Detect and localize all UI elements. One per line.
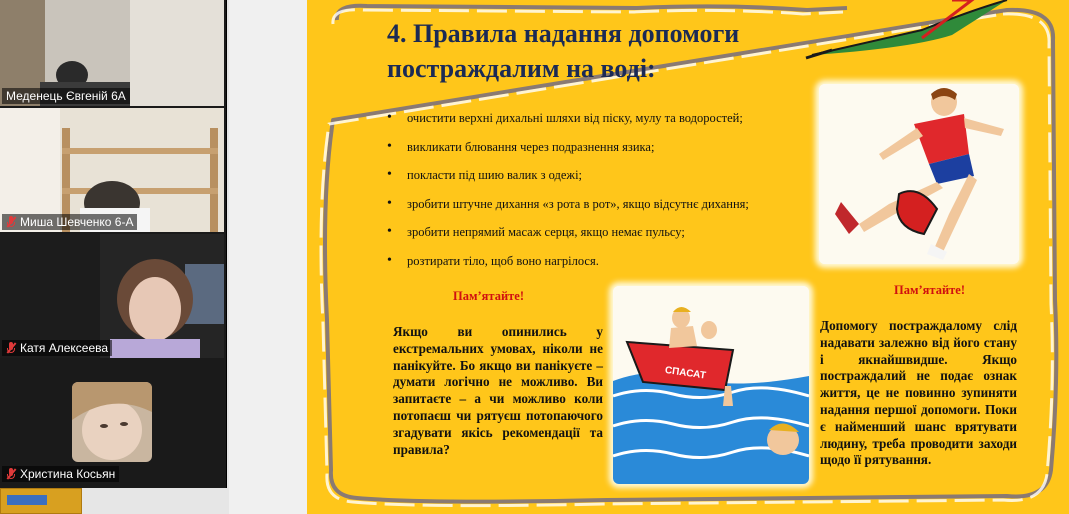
quill-pen-icon	[802, 0, 1012, 60]
mic-muted-icon	[6, 342, 16, 354]
participant-name: Катя Алексеева	[20, 341, 109, 355]
list-item: • викликати блювання через подразнення язика;	[385, 133, 815, 162]
list-item: • зробити штучне дихання «з рота в рот», якщо відсутнє дихання;	[385, 190, 815, 219]
remember-heading-right: Пам’ятайте!	[894, 283, 966, 297]
participant-name-tag	[2, 340, 112, 356]
participant-name-tag	[2, 88, 130, 104]
rules-list	[385, 104, 815, 275]
participant-tile[interactable]	[0, 360, 224, 484]
mic-muted-icon	[6, 468, 16, 480]
list-item: • очистити верхні дихальні шляхи від піску, мулу та водоростей;	[385, 104, 815, 133]
slide-title: 4. Правила надання допомоги постраждалим на воді:	[387, 19, 740, 83]
participant-tile[interactable]	[0, 0, 224, 106]
participant-tile[interactable]	[0, 234, 224, 358]
right-paragraph: Допомогу постраждалому слід надавати залежно від його стану і якнайшвидше. Якщо постраждалий не подає ознак життя, це не повинно зупиняти надання першої допомоги. Поки є найменший шанс врятувати людину, треба проводити заходи щодо її рятування.	[820, 318, 1017, 468]
water-rescue-illustration	[613, 286, 809, 484]
slide-thumbnail[interactable]	[0, 488, 82, 514]
participant-name: Христина Косьян	[20, 467, 116, 481]
participant-name-tag	[2, 466, 119, 482]
mic-muted-icon	[6, 216, 16, 228]
slide	[307, 0, 1069, 514]
list-item: • покласти під шию валик з одежі;	[385, 161, 815, 190]
list-item: • зробити непрямий масаж серця, якщо немає пульсу;	[385, 218, 815, 247]
participant-name: Меденець Євгеній 6А	[6, 89, 126, 103]
boat-label: СПАСАТ	[664, 364, 707, 382]
slide-area	[229, 0, 1069, 514]
list-item: • розтирати тіло, щоб воно нагрілося.	[385, 247, 815, 276]
participant-tile[interactable]	[0, 108, 224, 232]
participant-name: Миша Шевченко 6-А	[20, 215, 134, 229]
left-paragraph: Якщо ви опинились у екстремальних умовах, ніколи не панікуйте. Бо якщо ви панікуєте – думати логічно не можливо. Ви запитаєте – а чи можливо коли потопаєш чи рятуєш потопаючого згадувати якісь рекомендації та правила?	[393, 324, 603, 457]
participant-panel	[0, 0, 227, 488]
remember-heading-left: Пам’ятайте!	[453, 289, 525, 303]
rescuer-illustration	[819, 84, 1019, 264]
participant-name-tag	[2, 214, 137, 230]
avatar	[72, 382, 152, 462]
